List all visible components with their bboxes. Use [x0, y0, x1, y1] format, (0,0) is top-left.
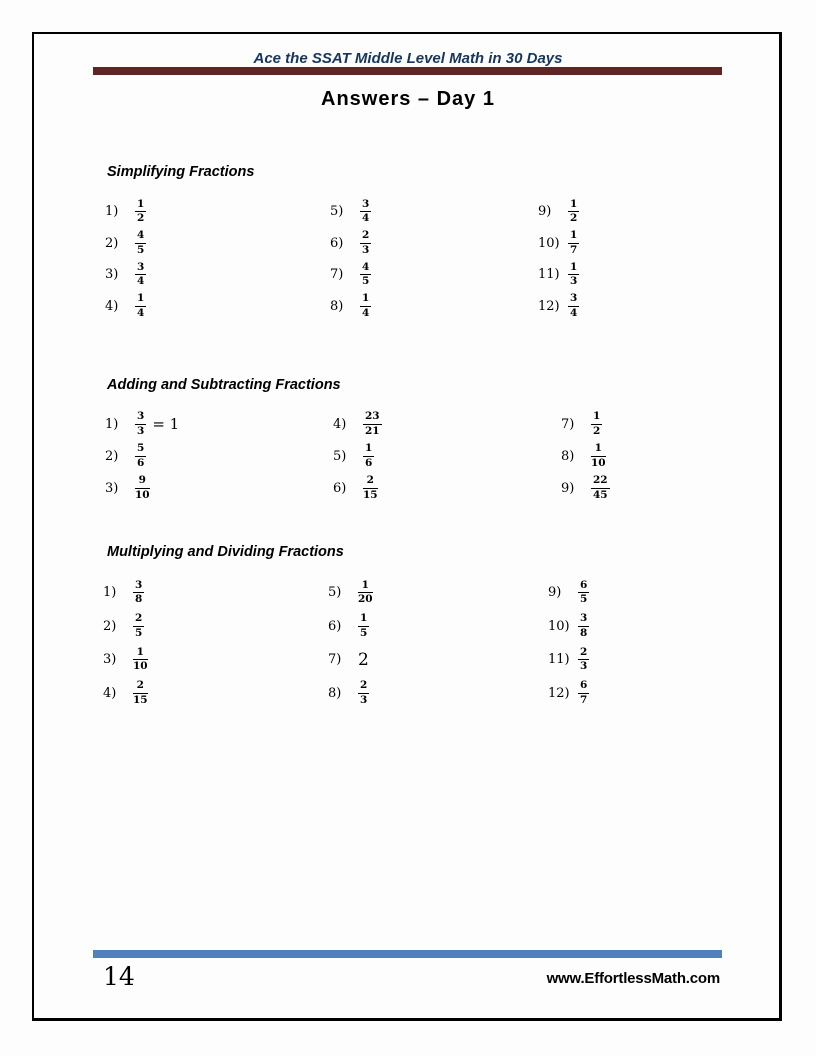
- answer-item: [105, 196, 146, 228]
- page-title: Answers – Day 1: [321, 88, 495, 110]
- fraction-numerator: 3: [568, 293, 579, 307]
- fraction-denominator: 3: [580, 660, 588, 673]
- answer-item: [538, 259, 579, 291]
- fraction-numerator: 1: [360, 293, 371, 307]
- fraction-denominator: 7: [570, 243, 578, 256]
- item-label: 7): [328, 652, 342, 668]
- item-label: 1): [103, 585, 117, 601]
- answer-item: [538, 228, 579, 260]
- fraction-denominator: 10: [591, 456, 606, 469]
- answer-item: [330, 228, 371, 260]
- fraction-denominator: 4: [137, 306, 145, 319]
- answer-column: [538, 196, 579, 322]
- fraction-numerator: 2: [133, 613, 144, 627]
- fraction-answer: [133, 680, 148, 706]
- fraction-answer: [135, 262, 146, 288]
- fraction-answer: [568, 230, 579, 256]
- fraction-numerator: 1: [568, 199, 579, 213]
- item-label: 2): [105, 448, 119, 464]
- answer-item: [330, 259, 371, 291]
- item-label: 9): [561, 480, 575, 496]
- fraction-answer: [358, 580, 373, 606]
- fraction-answer: [360, 262, 371, 288]
- item-label: 11): [548, 652, 570, 668]
- fraction-answer: [568, 262, 579, 288]
- answer-item: [561, 472, 610, 504]
- answer-item: [105, 408, 179, 440]
- fraction-numerator: 2: [358, 680, 369, 694]
- item-label: 6): [333, 480, 347, 496]
- fraction-denominator: 45: [593, 488, 608, 501]
- answer-item: [103, 677, 148, 711]
- answer-item: [105, 259, 146, 291]
- answer-item: [103, 576, 148, 610]
- header-rule: [93, 67, 722, 75]
- fraction-numerator: 2: [578, 647, 589, 661]
- answer-item: [548, 643, 589, 677]
- fraction-numerator: 4: [360, 262, 371, 276]
- fraction-numerator: 1: [568, 262, 579, 276]
- fraction-numerator: 3: [135, 262, 146, 276]
- answer-item: [103, 610, 148, 644]
- item-label: 4): [333, 416, 347, 432]
- item-label: 8): [330, 298, 344, 314]
- fraction-numerator: 1: [591, 443, 606, 457]
- fraction-numerator: 1: [568, 230, 579, 244]
- answer-column: [103, 576, 148, 710]
- fraction-answer: [360, 199, 371, 225]
- answer-item: [105, 472, 179, 504]
- answer-item: [548, 576, 589, 610]
- item-label: 7): [330, 267, 344, 283]
- answer-column: [330, 196, 371, 322]
- fraction-answer: [358, 613, 369, 639]
- fraction-answer: [568, 199, 579, 225]
- fraction-denominator: 10: [133, 660, 148, 673]
- item-label: 3): [105, 267, 119, 283]
- item-label: 4): [103, 685, 117, 701]
- item-label: 2): [105, 235, 119, 251]
- fraction-numerator: 1: [358, 580, 373, 594]
- fraction-answer: [135, 230, 146, 256]
- fraction-numerator: 3: [133, 580, 144, 594]
- item-label: 8): [561, 448, 575, 464]
- fraction-answer: [363, 443, 374, 469]
- fraction-answer: [135, 199, 146, 225]
- item-label: 1): [105, 204, 119, 220]
- fraction-numerator: 1: [363, 443, 374, 457]
- item-label: 3): [103, 652, 117, 668]
- fraction-numerator: 4: [135, 230, 146, 244]
- item-label: 12): [548, 685, 570, 701]
- fraction-denominator: 8: [135, 593, 143, 606]
- fraction-numerator: 5: [135, 443, 146, 457]
- fraction-denominator: 21: [365, 424, 380, 437]
- fraction-answer: [578, 580, 589, 606]
- fraction-answer: [568, 293, 579, 319]
- fraction-denominator: 4: [362, 212, 370, 225]
- answer-item: [330, 291, 371, 323]
- answer-column: [561, 408, 610, 504]
- answer-column: [548, 576, 589, 710]
- item-label: 7): [561, 416, 575, 432]
- fraction-numerator: 1: [591, 411, 602, 425]
- fraction-numerator: 1: [135, 293, 146, 307]
- section-title: Multiplying and Dividing Fractions: [107, 544, 344, 560]
- answer-column: [328, 576, 373, 710]
- answer-item: [538, 196, 579, 228]
- fraction-denominator: 8: [580, 626, 588, 639]
- fraction-numerator: 1: [358, 613, 369, 627]
- answer-item: [103, 643, 148, 677]
- fraction-answer: [363, 475, 378, 501]
- item-label: 11): [538, 267, 560, 283]
- item-label: 5): [330, 204, 344, 220]
- fraction-answer: [578, 680, 589, 706]
- answer-item: [561, 440, 610, 472]
- answer-item: [548, 677, 589, 711]
- answer-column: [333, 408, 382, 504]
- fraction-denominator: 3: [137, 424, 145, 437]
- fraction-numerator: 3: [135, 411, 146, 425]
- fraction-answer: [133, 647, 148, 673]
- fraction-answer: [358, 680, 369, 706]
- answer-item: [333, 408, 382, 440]
- fraction-denominator: 7: [580, 693, 588, 706]
- fraction-denominator: 2: [137, 212, 145, 225]
- fraction-denominator: 10: [135, 488, 150, 501]
- item-label: 10): [538, 235, 560, 251]
- item-label: 6): [328, 618, 342, 634]
- answer-item: [538, 291, 579, 323]
- fraction-denominator: 5: [580, 593, 588, 606]
- fraction-answer: [578, 647, 589, 673]
- fraction-answer: [591, 411, 602, 437]
- fraction-denominator: 5: [360, 626, 368, 639]
- fraction-answer: [591, 443, 606, 469]
- fraction-denominator: 5: [135, 626, 143, 639]
- answer-item: [330, 196, 371, 228]
- fraction-answer: [360, 293, 371, 319]
- answer-item: [328, 643, 373, 677]
- fraction-numerator: 2: [133, 680, 148, 694]
- footer-rule: [93, 950, 722, 958]
- whole-number-answer: 2: [358, 649, 369, 670]
- fraction-denominator: 6: [137, 456, 145, 469]
- fraction-denominator: 15: [363, 488, 378, 501]
- fraction-answer: [133, 613, 144, 639]
- page-number: 14: [103, 962, 135, 991]
- fraction-numerator: 23: [363, 411, 382, 425]
- answer-item: [328, 576, 373, 610]
- item-label: 9): [538, 204, 552, 220]
- section-title: Simplifying Fractions: [107, 164, 255, 180]
- fraction-denominator: 4: [570, 306, 578, 319]
- fraction-numerator: 2: [363, 475, 378, 489]
- fraction-denominator: 2: [570, 212, 578, 225]
- fraction-denominator: 2: [593, 424, 601, 437]
- item-label: 1): [105, 416, 119, 432]
- fraction-answer: [135, 411, 146, 437]
- fraction-denominator: 20: [358, 593, 373, 606]
- fraction-denominator: 5: [137, 243, 145, 256]
- answer-item: [105, 291, 146, 323]
- fraction-numerator: 6: [578, 680, 589, 694]
- fraction-answer: [360, 230, 371, 256]
- answer-item: [333, 472, 382, 504]
- fraction-numerator: 1: [135, 199, 146, 213]
- item-label: 6): [330, 235, 344, 251]
- fraction-answer: [591, 475, 610, 501]
- answer-item: [333, 440, 382, 472]
- fraction-answer: [363, 411, 382, 437]
- fraction-answer: [135, 475, 150, 501]
- fraction-numerator: 6: [578, 580, 589, 594]
- running-head: Ace the SSAT Middle Level Math in 30 Days: [253, 50, 563, 67]
- item-label: 8): [328, 685, 342, 701]
- answer-item: [561, 408, 610, 440]
- item-label: 12): [538, 298, 560, 314]
- fraction-denominator: 15: [133, 693, 148, 706]
- answer-item: [328, 677, 373, 711]
- website-link[interactable]: www.EffortlessMath.com: [546, 970, 720, 987]
- fraction-numerator: 3: [578, 613, 589, 627]
- item-label: 4): [105, 298, 119, 314]
- equals-whole-suffix: = 1: [152, 415, 180, 433]
- answer-item: [105, 440, 179, 472]
- item-label: 9): [548, 585, 562, 601]
- fraction-numerator: 2: [360, 230, 371, 244]
- answer-item: [105, 228, 146, 260]
- fraction-denominator: 4: [362, 306, 370, 319]
- item-label: 2): [103, 618, 117, 634]
- answer-column: [105, 408, 179, 504]
- fraction-denominator: 4: [137, 275, 145, 288]
- fraction-answer: [135, 293, 146, 319]
- fraction-numerator: 3: [360, 199, 371, 213]
- answer-column: [105, 196, 146, 322]
- answer-item: [328, 610, 373, 644]
- fraction-answer: [135, 443, 146, 469]
- fraction-answer: [133, 580, 144, 606]
- section-title: Adding and Subtracting Fractions: [107, 377, 341, 393]
- fraction-denominator: 3: [362, 243, 370, 256]
- fraction-denominator: 6: [365, 456, 373, 469]
- answer-item: [548, 610, 589, 644]
- item-label: 10): [548, 618, 570, 634]
- item-label: 3): [105, 480, 119, 496]
- fraction-numerator: 9: [135, 475, 150, 489]
- fraction-denominator: 3: [570, 275, 578, 288]
- item-label: 5): [328, 585, 342, 601]
- fraction-denominator: 3: [360, 693, 368, 706]
- fraction-answer: [578, 613, 589, 639]
- fraction-denominator: 5: [362, 275, 370, 288]
- fraction-numerator: 22: [591, 475, 610, 489]
- page-border: [32, 32, 782, 1021]
- fraction-numerator: 1: [133, 647, 148, 661]
- item-label: 5): [333, 448, 347, 464]
